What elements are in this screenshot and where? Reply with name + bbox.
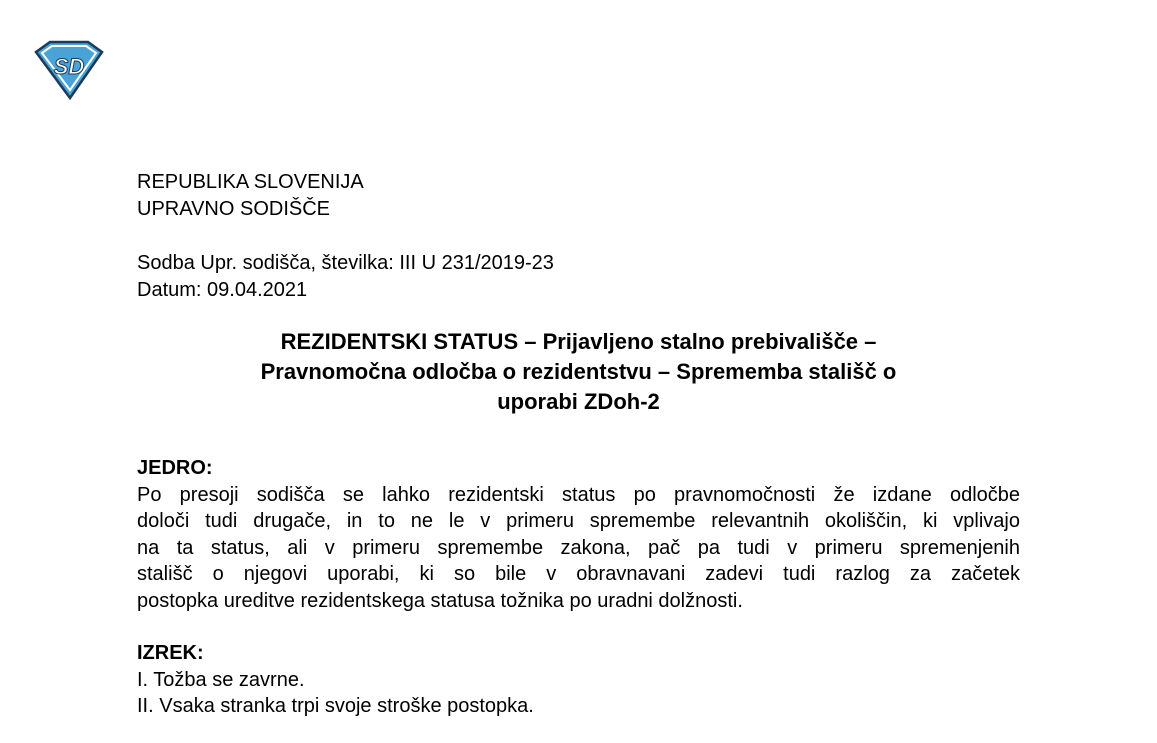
- ruling-heading: IZREK:: [137, 642, 204, 664]
- core-line: na ta status, ali v primeru spremembe zakona, pač pa tudi v primeru spremenjenih: [137, 536, 1020, 559]
- header-court: UPRAVNO SODIŠČE: [137, 197, 330, 220]
- title-line: REZIDENTSKI STATUS – Prijavljeno stalno prebivališče –: [280, 329, 877, 354]
- core-heading: JEDRO:: [137, 457, 213, 479]
- document-body: [137, 169, 1020, 720]
- header-country: REPUBLIKA SLOVENIJA: [137, 171, 364, 193]
- core-line: določi tudi drugače, in to ne le v primeru spremembe relevantnih okoliščin, ki vplivajo: [137, 510, 1020, 532]
- core-line: postopka ureditve rezidentskega statusa tožnika po uradni dolžnosti.: [137, 589, 743, 612]
- title-line: uporabi ZDoh-2: [497, 389, 660, 414]
- ruling-item: II. Vsaka stranka trpi svoje stroške postopka.: [137, 695, 534, 717]
- ruling-item: I. Tožba se zavrne.: [137, 668, 305, 691]
- core-paragraph: [137, 482, 1020, 615]
- document-title: [137, 327, 1020, 417]
- court-logo-icon: [30, 40, 106, 100]
- title-line: Pravnomočna odločba o rezidentstvu – Sprememba stališč o: [260, 359, 897, 384]
- core-line: stališč o njegovi uporabi, ki so bile v obravnavani zadevi tudi razlog za začetek: [137, 563, 1020, 585]
- case-number-line: Sodba Upr. sodišča, številka: III U 231/2019-23: [137, 252, 554, 274]
- date-line: Datum: 09.04.2021: [137, 278, 308, 301]
- core-line: Po presoji sodišča se lahko rezidentski status po pravnomočnosti že izdane odločbe: [137, 483, 1020, 506]
- logo-lettering: SD: [53, 54, 85, 79]
